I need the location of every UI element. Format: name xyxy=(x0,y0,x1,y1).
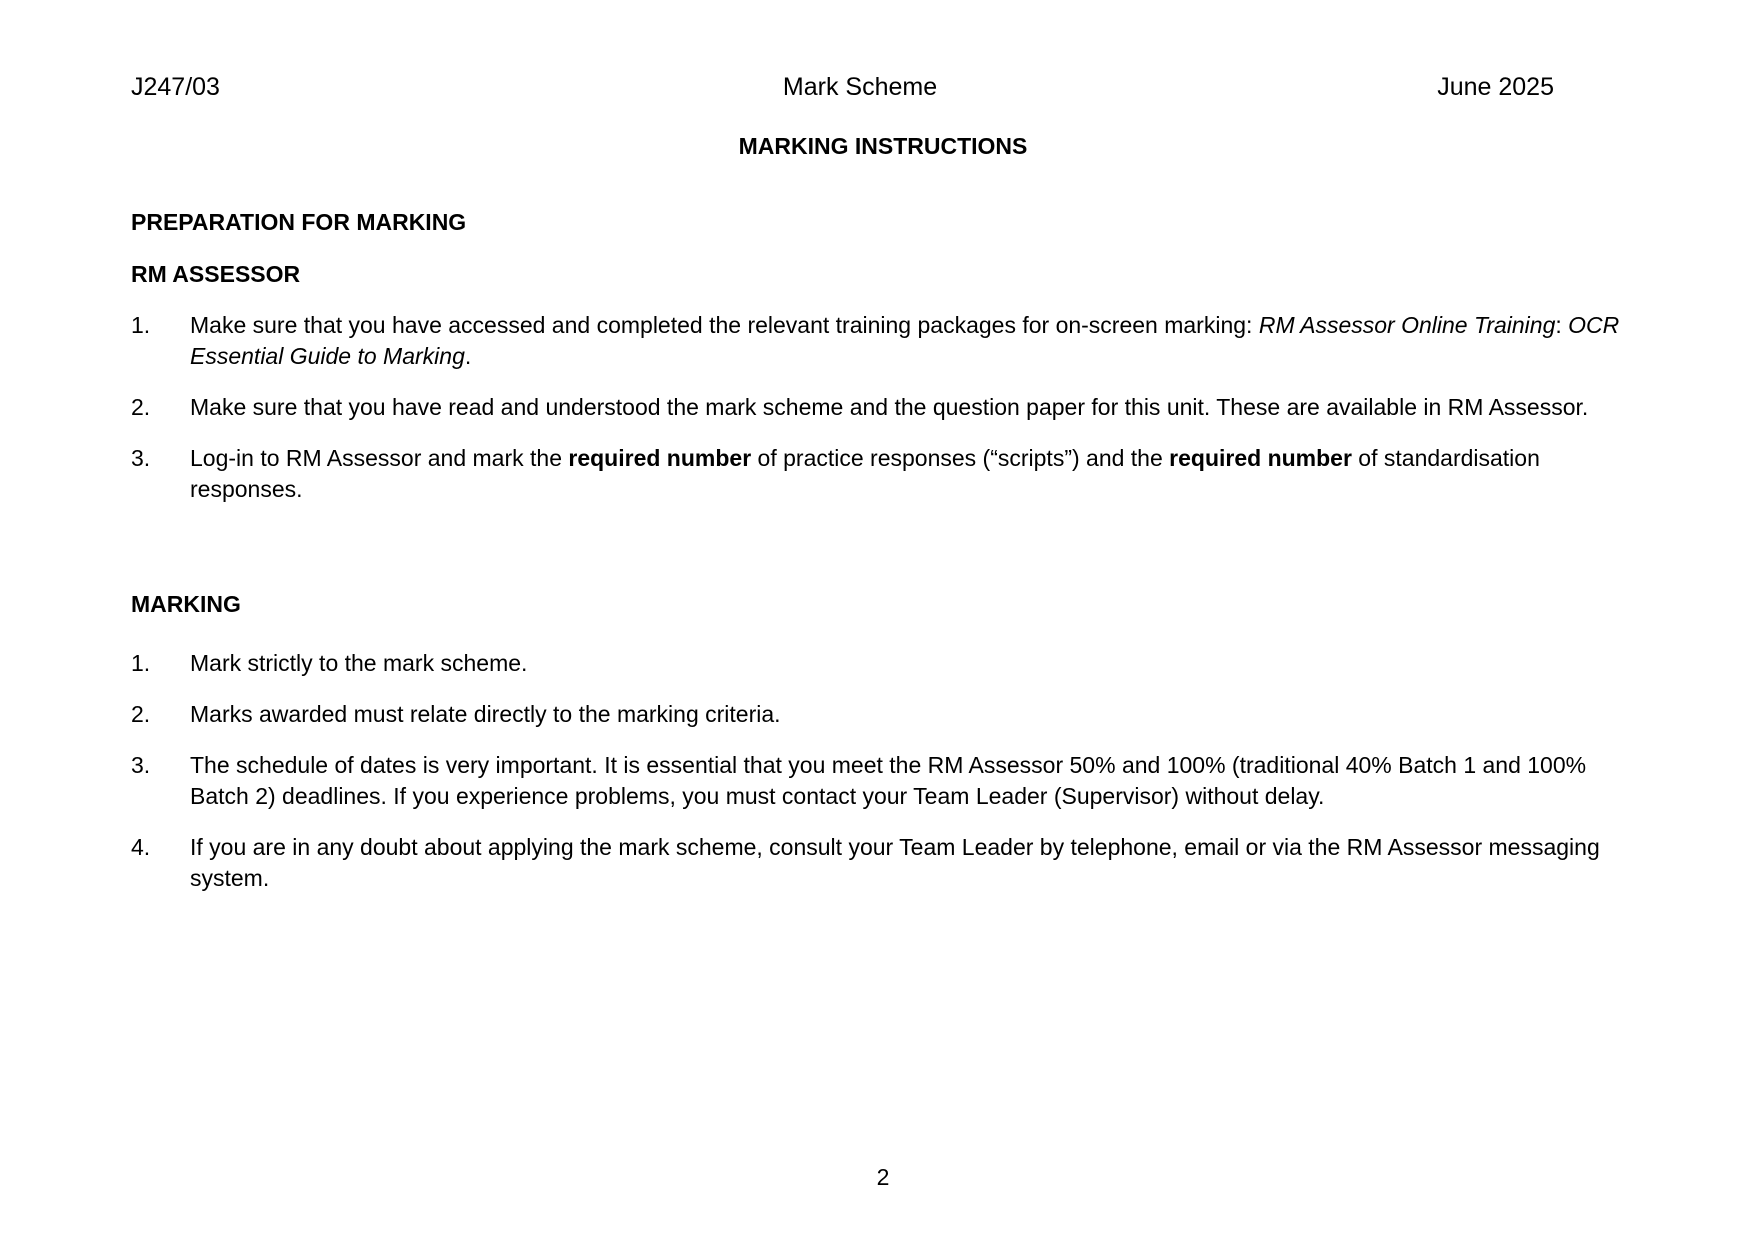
item-number: 1. xyxy=(131,312,151,338)
marking-item xyxy=(131,699,1651,730)
item-number: 3. xyxy=(131,445,151,471)
item-number: 1. xyxy=(131,650,151,676)
item-text: Mark strictly to the mark scheme. xyxy=(190,650,528,676)
item-text: The schedule of dates is very important. It is essential that you meet the RM Assessor 50% and 100% (traditional 40% Batch 1 and 100% Batch 2) deadlines. If you experience problems, you must contact your Team Leader (Supervisor) without delay. xyxy=(190,752,1587,809)
item-text: Make sure that you have read and understood the mark scheme and the question paper for this unit. These are available in RM Assessor. xyxy=(190,394,1589,420)
rm-assessor-subheading: RM ASSESSOR xyxy=(131,261,301,287)
item-number: 4. xyxy=(131,834,151,860)
marking-item xyxy=(131,750,1651,812)
item-text: If you are in any doubt about applying the mark scheme, consult your Team Leader by telephone, email or via the RM Assessor messaging system. xyxy=(190,834,1600,891)
marking-item xyxy=(131,832,1651,894)
marking-item xyxy=(131,648,1651,679)
item-text: Make sure that you have accessed and completed the relevant training packages for on-screen marking: RM Assessor Online Training: OCR Essential Guide to Marking. xyxy=(190,312,1620,369)
preparation-item xyxy=(131,443,1651,505)
preparation-item xyxy=(131,310,1651,372)
item-text: Marks awarded must relate directly to the marking criteria. xyxy=(190,701,781,727)
item-number: 3. xyxy=(131,752,151,778)
preparation-item xyxy=(131,392,1651,423)
item-number: 2. xyxy=(131,394,151,420)
exam-date: June 2025 xyxy=(1437,73,1554,101)
paper-code: J247/03 xyxy=(131,73,220,101)
item-number: 2. xyxy=(131,701,151,727)
item-text: Log-in to RM Assessor and mark the required number of practice responses (“scripts”) and the required number of standardisation responses. xyxy=(190,445,1540,502)
page-title: MARKING INSTRUCTIONS xyxy=(738,133,1028,159)
preparation-heading: PREPARATION FOR MARKING xyxy=(131,209,467,235)
marking-heading: MARKING xyxy=(131,591,241,617)
page-number: 2 xyxy=(876,1164,890,1190)
document-title: Mark Scheme xyxy=(782,73,938,101)
